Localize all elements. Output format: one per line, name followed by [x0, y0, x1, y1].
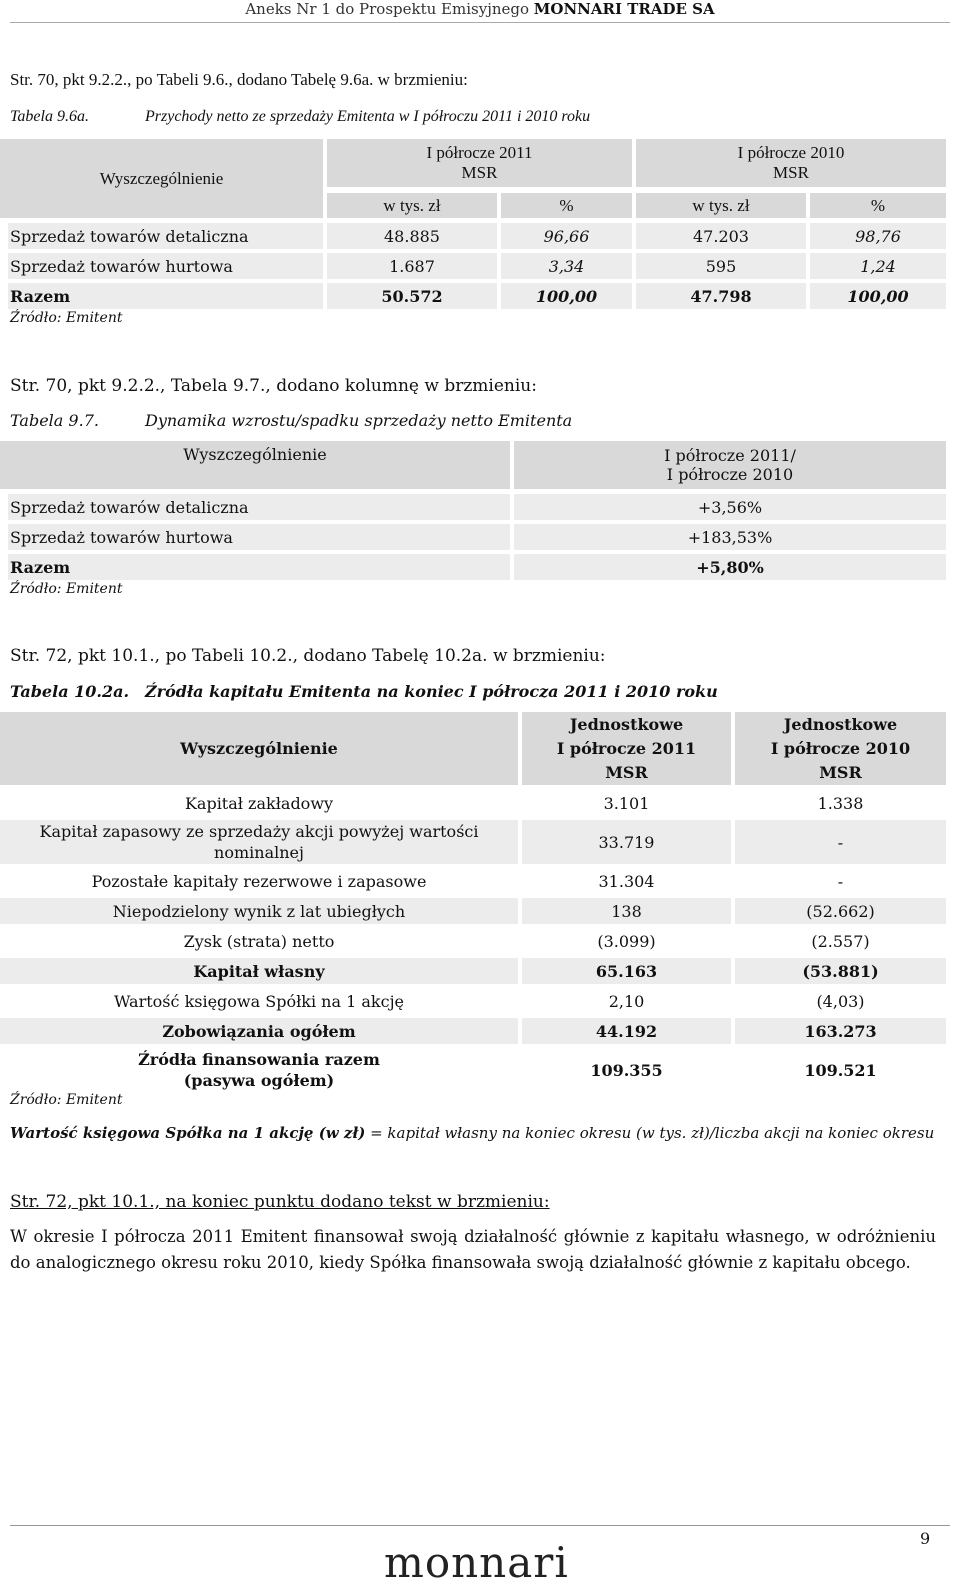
- row-name: Sprzedaż towarów hurtowa: [8, 524, 510, 550]
- cell-value: 3.101: [603, 793, 650, 813]
- header-company: MONNARI TRADE SA: [533, 0, 715, 18]
- cell-value: 109.521: [804, 1060, 877, 1080]
- cell-value: +5,80%: [514, 554, 946, 580]
- table-title: Dynamika wzrostu/spadku sprzedaży netto Emitenta: [145, 411, 573, 430]
- dynamics-header-line1: I półrocze 2011/: [664, 446, 796, 465]
- cell-value: (52.662): [735, 898, 946, 924]
- table-label: Tabela 9.7.: [10, 411, 99, 430]
- percent-header: %: [501, 193, 632, 218]
- dynamics-header: [514, 441, 946, 489]
- cell-value: 65.163: [522, 958, 731, 984]
- cell-value: 109.355: [590, 1060, 663, 1080]
- header-divider: [10, 22, 950, 23]
- table-label: Tabela 10.2a.: [10, 682, 130, 701]
- row-name: Wartość księgowa Spółki na 1 akcję: [114, 991, 404, 1011]
- cell-value: 2,10: [608, 991, 645, 1011]
- cell-value: 595: [636, 253, 806, 279]
- unit-header: w tys. zł: [636, 193, 806, 218]
- column-header: Wyszczególnienie: [0, 712, 518, 785]
- source-note: Źródło: Emitent: [10, 310, 123, 326]
- cell-value: -: [735, 820, 946, 864]
- row-name-line1: Źródła finansowania razem: [138, 1050, 380, 1069]
- row-name: Pozostałe kapitały rezerwowe i zapasowe: [91, 871, 427, 891]
- period-2010-line1: I półrocze 2010: [737, 143, 845, 162]
- row-name: Niepodzielony wynik z lat ubiegłych: [0, 898, 518, 924]
- page-header: [0, 0, 960, 22]
- cell-value: (3.099): [597, 931, 656, 951]
- row-name: Sprzedaż towarów detaliczna: [8, 223, 323, 249]
- cell-value: 163.273: [735, 1018, 946, 1044]
- row-name-line2: (pasywa ogółem): [183, 1071, 335, 1090]
- cell-value: 1.338: [817, 793, 864, 813]
- row-name: Kapitał zakładowy: [184, 793, 334, 813]
- cell-value: 31.304: [598, 871, 655, 891]
- row-name: Sprzedaż towarów hurtowa: [8, 253, 323, 279]
- cell-value: (53.881): [735, 958, 946, 984]
- row-name: Sprzedaż towarów detaliczna: [8, 494, 510, 520]
- row-name-line2: nominalnej: [214, 843, 304, 862]
- percent-header: %: [810, 193, 946, 218]
- header-2010-line1: Jednostkowe: [783, 714, 898, 734]
- row-name-line1: Kapitał zapasowy ze sprzedaży akcji powyżej wartości: [39, 822, 479, 841]
- header-2011-line3: MSR: [605, 762, 648, 782]
- row-name: Zysk (strata) netto: [183, 931, 335, 951]
- cell-value: +3,56%: [514, 494, 946, 520]
- definition-term: Wartość księgowa Spółka na 1 akcję (w zł): [10, 1124, 366, 1142]
- footer-divider: [10, 1525, 950, 1526]
- cell-value: 33.719: [522, 820, 731, 864]
- cell-value: 48.885: [327, 223, 497, 249]
- unit-header: w tys. zł: [327, 193, 497, 218]
- cell-value: (2.557): [811, 931, 870, 951]
- cell-value: 47.798: [636, 283, 806, 309]
- row-name-total: [0, 1048, 518, 1092]
- period-2011-line2: MSR: [461, 163, 498, 182]
- column-header: Wyszczególnienie: [0, 139, 323, 218]
- column-header: Wyszczególnienie: [0, 441, 510, 489]
- header-2011-line1: Jednostkowe: [569, 714, 684, 734]
- section2-ref: Str. 70, pkt 9.2.2., Tabela 9.7., dodano kolumnę w brzmieniu:: [10, 376, 537, 396]
- table-title: Źródła kapitału Emitenta na koniec I półrocza 2011 i 2010 roku: [145, 682, 718, 701]
- page-number: 9: [920, 1529, 931, 1548]
- body-paragraph: W okresie I półrocza 2011 Emitent finansował swoją działalność głównie z kapitału własnego, w odróżnieniu do analogicznego okresu roku 2010, kiedy Spółka finansowała swoją działalność głównie z kapitału obcego.: [10, 1227, 936, 1272]
- cell-value: (4,03): [816, 991, 865, 1011]
- cell-value: 1.687: [327, 253, 497, 279]
- source-note: Źródło: Emitent: [10, 581, 123, 597]
- header-2010-line2: I półrocze 2010: [770, 738, 911, 758]
- cell-value: 44.192: [522, 1018, 731, 1044]
- cell-percent: 1,24: [810, 253, 946, 279]
- section1-ref: Str. 70, pkt 9.2.2., po Tabeli 9.6., dodano Tabelę 9.6a. w brzmieniu:: [10, 70, 468, 89]
- row-name: [0, 820, 518, 864]
- cell-percent: 98,76: [810, 223, 946, 249]
- dynamics-header-line2: I półrocze 2010: [666, 465, 794, 484]
- section3-ref: Str. 72, pkt 10.1., po Tabeli 10.2., dodano Tabelę 10.2a. w brzmieniu:: [10, 646, 606, 666]
- brand-logo-text: monnari: [384, 1538, 569, 1587]
- cell-value: -: [837, 871, 844, 891]
- cell-value: 47.203: [636, 223, 806, 249]
- cell-percent: 100,00: [810, 283, 946, 309]
- period-2010-header: [636, 139, 946, 187]
- header-2011-line2: I półrocze 2011: [556, 738, 697, 758]
- header-2010: [735, 712, 946, 785]
- cell-value: 138: [522, 898, 731, 924]
- period-2011-header: [327, 139, 632, 187]
- header-2010-line3: MSR: [819, 762, 862, 782]
- row-name-total: Razem: [8, 554, 510, 580]
- table-title: Przychody netto ze sprzedaży Emitenta w I półroczu 2011 i 2010 roku: [145, 108, 591, 125]
- cell-value: +183,53%: [514, 524, 946, 550]
- table-label: Tabela 9.6a.: [10, 108, 89, 125]
- period-2011-line1: I półrocze 2011: [426, 143, 533, 162]
- cell-percent: 100,00: [501, 283, 632, 309]
- period-2010-line2: MSR: [773, 163, 809, 182]
- source-note: Źródło: Emitent: [10, 1092, 123, 1108]
- definition-note: [10, 1124, 934, 1142]
- header-prefix: Aneks Nr 1 do Prospektu Emisyjnego: [245, 0, 534, 18]
- cell-value: 50.572: [327, 283, 497, 309]
- row-name-total: Zobowiązania ogółem: [0, 1018, 518, 1044]
- section4-ref: Str. 72, pkt 10.1., na koniec punktu dodano tekst w brzmieniu:: [10, 1192, 550, 1212]
- cell-percent: 96,66: [501, 223, 632, 249]
- brand-logo: [384, 1538, 569, 1587]
- row-name-total: Kapitał własny: [0, 958, 518, 984]
- definition-formula: = kapitał własny na koniec okresu (w tys. zł)/liczba akcji na koniec okresu: [365, 1124, 935, 1142]
- cell-percent: 3,34: [501, 253, 632, 279]
- row-name-total: Razem: [8, 283, 323, 309]
- header-2011: [522, 712, 731, 785]
